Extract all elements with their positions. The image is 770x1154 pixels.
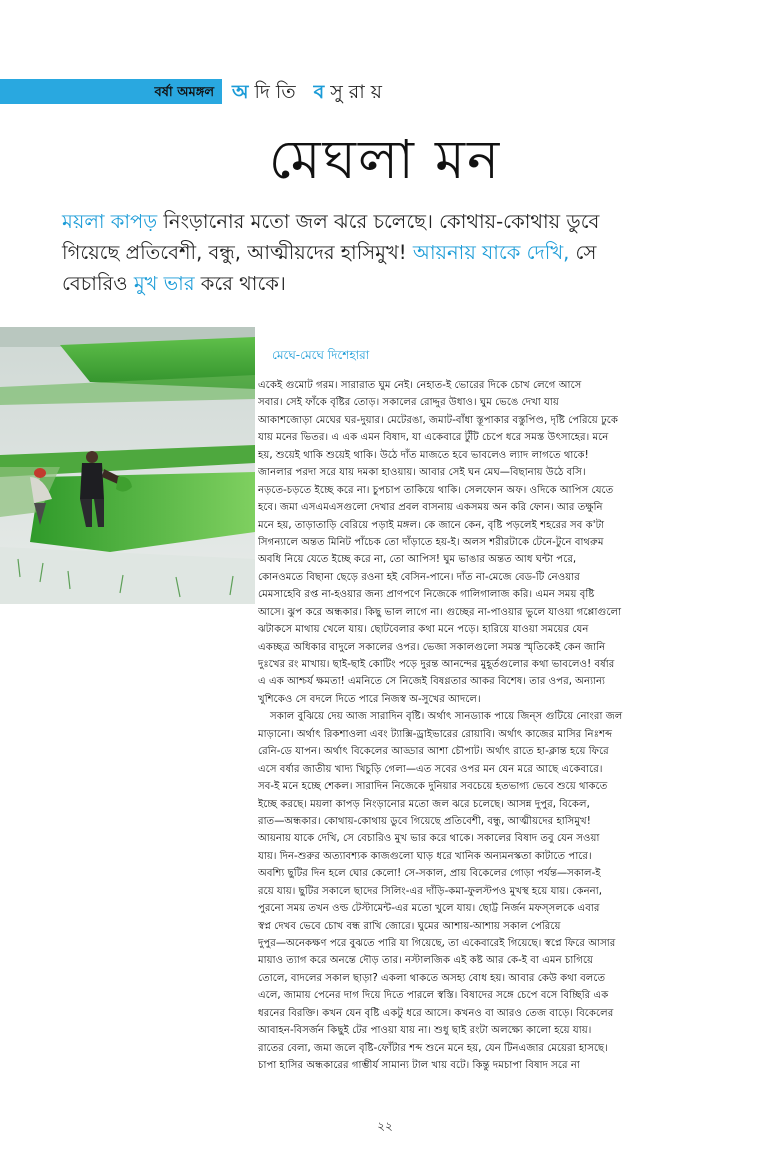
deck-highlight: আয়নায় যাকে দেখি, — [412, 241, 570, 264]
body-line: দুঃখের রং মাখায়। ছাই-ছাই কোটিং পড়ে দুরন্ত আনন্দের মুহূর্তগুলোর কথা ভাবলেও! বর্ষার — [258, 659, 615, 670]
body-line: জানলার পরদা সরে যায় দমকা হাওয়ায়। আবার সেই ঘন মেঘ—বিছানায় উঠে বসি। — [258, 467, 586, 479]
body-line: আবাহন-বিসর্জন কিছুই টের পাওয়া যায় না। শুধু ছাই রংটা অলক্ষ্যে কালো হয়ে যায়। — [258, 1025, 592, 1037]
body-line: অবধি নিয়ে যেতে ইচ্ছে করে না, তো আপিস! ঘুম ভাঙার অন্তত আধ ঘন্টা পরে, — [258, 554, 577, 566]
body-line: একেই গুমোট গরম। সারারাত ঘুম নেই। নেহাত-ই ভোরের দিকে চোখ লেগে আসে — [258, 380, 582, 391]
section-bar — [0, 79, 222, 104]
body-line: এলে, জামায় পেনের দাগ দিয়ে দিতে পারলে স্বস্তি। বিষাদের সঙ্গে চেপে বসে বিচ্ছিরি এক — [258, 990, 609, 1002]
author-byline — [232, 78, 388, 110]
body-line: ইচ্ছে করছে। ময়লা কাপড় নিংড়ানোর মতো জল ঝরে চলেছে। আসন্ন দুপুর, বিকেল, — [258, 798, 590, 810]
body-line: মেমসাহেবি রপ্ত না-হওয়ার জন্য প্রাণপণে নিজেকে গালিগালাজ করি। এমন সময় বৃষ্টি — [258, 589, 595, 601]
body-line: আসে। ঝুপ করে অন্ধকার। কিছু ভাল লাগে না। গুচ্ছের না-পাওয়ার ভুলে যাওয়া গপ্পোগুলো — [258, 606, 622, 618]
body-line: সব-ই মনে হচ্ছে শেকল। সারাদিন নিজেকে দুনিয়ার সবচেয়ে হতভাগ্য ভেবে শুয়ে থাকতে — [258, 781, 608, 793]
page-number: ২২ — [377, 1119, 393, 1133]
body-line: এ এক আশ্চর্য ক্ষমতা! এমনিতে সে নিজেই বিষণ্ণতার আকর বিশেষ। তার ওপর, অন্যান্য — [258, 676, 606, 688]
author-name-last: সুরায় — [330, 81, 388, 103]
body-line: খুশিকেও সে বদলে দিতে পারে নিজস্ব অ-সুখের আদলে। — [258, 693, 481, 705]
section-label: বর্ষা অমঙ্গল — [154, 85, 214, 100]
body-line: যায়। দিন-শুরুর অত্যাবশ্যক কাজগুলো ঘাড় ধরে খানিক অন্যমনস্কতা কাটাতে পারে। — [258, 850, 592, 862]
author-initial-first: অ — [232, 81, 255, 103]
body-line: রাতের বেলা, জমা জলে বৃষ্টি-ফোঁটার শব্দ শুনে মনে হয়, যেন টিনএজার মেয়েরা হাসছে। — [258, 1042, 608, 1054]
body-line: স্বপ্ন দেখব ভেবে চোখ বন্ধ রাখি জোরে। ঘুমের আশায়-আশায় সকাল পেরিয়ে — [258, 920, 561, 932]
deck-text: গিয়েছে প্রতিবেশী, বন্ধু, আত্মীয়দের হাসিমুখ! — [62, 241, 413, 264]
article-deck — [62, 206, 742, 299]
body-line: রেনি-ডে যাপন। অর্থাৎ বিকেলের আড্ডার আশা চৌপাট। অর্থাৎ রাতে হা-ক্লান্ত হয়ে ফিরে — [258, 746, 609, 758]
body-line: অবশ্যি ছুটির দিন হলে ঘোর কেলো! সে-সকাল, প্রায় বিকেলের গোড়া পর্যন্ত—সকাল-ই — [258, 868, 601, 880]
body-line: ঝটাকসে মাথায় খেলে যায়। ছোটবেলার কথা মনে পড়ে। হারিয়ে যাওয়া সময়ের যেন — [258, 624, 589, 636]
deck-text: সে — [569, 241, 597, 264]
body-line: পুরনো সময় তখন ওল্ড টেস্টামেন্ট-এর মতো খুলে যায়। ছোট্ট নির্জন মফস্সলকে এবার — [258, 903, 600, 915]
body-line: মনে হয়, তাড়াতাড়ি বেরিয়ে পড়াই মঙ্গল। কে জানে কেন, বৃষ্টি পড়লেই শহরের সব ক'টা — [258, 519, 605, 531]
body-line: হয়, শুয়েই থাকি শুয়েই থাকি। উঠে দাঁত মাজতে হবে ভাবলেও ল্যাদ লাগতে থাকে! — [258, 449, 589, 461]
deck-text: বেচারিও — [62, 272, 134, 295]
body-line: সবার। সেই ফাঁকে বৃষ্টির তোড়। সকালের রোদ্দুর উধাও। ঘুম ভেঙে দেখা যায় — [258, 397, 559, 409]
deck-highlight: ময়লা কাপড় — [62, 210, 158, 233]
author-initial-last: ব — [313, 81, 331, 103]
body-line: তোলে, বাদলের সকাল ছাড়া? একলা থাকতে অসহ্য বোধ হয়। আবার কেউ কথা বলতে — [258, 972, 606, 984]
deck-highlight: মুখ ভার — [133, 272, 195, 295]
body-line: একচ্ছত্র অধিকার বাদুলে সকালের ওপর। ভেজা সকালগুলো সমস্ত স্মৃতিকেই কেন জানি — [258, 641, 606, 653]
rice-field-photo — [0, 327, 255, 604]
body-line: চাপা হাসির অন্ধকারের গাম্ভীর্য সামান্য টাল খায় বটে। কিন্তু দমচাপা বিষাদ সরে না — [258, 1060, 580, 1072]
section-subhead: মেঘে-মেঘে দিশেহারা — [272, 348, 370, 362]
body-line: মায়াও ত্যাগ করে অনন্তে দৌড় তার। নস্টালজিক এই কষ্ট আর কে-ই বা এমন চাগিয়ে — [258, 955, 594, 967]
body-line: রাত—অন্ধকার। কোথায়-কোথায় ডুবে গিয়েছে প্রতিবেশী, বন্ধু, আত্মীয়দের হাসিমুখ! — [258, 815, 591, 827]
body-line: হবে। জমা এসএমএসগুলো দেখার প্রবল বাসনায় একসময় অন করি ফোন। আর তক্ষুনি — [258, 502, 603, 514]
body-line: এসে বর্ষার জাতীয় খাদ্য খিচুড়ি গেলা—এত সবের ওপর মন যেন মরে আছে একেবারে। — [258, 763, 603, 775]
article-body — [258, 377, 756, 1075]
body-line: যায় মনের ভিতর। এ এক এমন বিষাদ, যা একেবারে টুঁটি চেপে ধরে সমস্ত উৎসাহের। মনে — [258, 432, 609, 444]
body-line: নড়তে-চড়তে ইচ্ছে করে না। চুপচাপ তাকিয়ে থাকি। সেলফোন অফ। ওদিকে আপিস যেতে — [258, 484, 614, 496]
body-line: সকাল বুঝিয়ে দেয় আজ সারাদিন বৃষ্টি। অর্থাৎ সানড্যাক পায়ে জিন্‌স গুটিয়ে নোংরা জল — [270, 711, 623, 723]
author-name-first: দিতি — [254, 81, 314, 103]
body-line: আয়নায় যাকে দেখি, সে বেচারিও মুখ ভার করে থাকে। সকালের বিষাদ তবু যেন সওয়া — [258, 833, 600, 845]
deck-line — [62, 268, 742, 299]
body-line: ধরনের বিরক্তি। কখন যেন বৃষ্টি একটু ধরে আসে। কখনও বা আরও তেজ বাড়ে। বিকেলের — [258, 1007, 614, 1019]
body-line: মাড়ানো। অর্থাৎ রিকশাওলা এবং ট্যাক্সি-ড্রাইভারের রোয়াবি। অর্থাৎ কাজের মাসির নিঃশব্দ — [258, 728, 613, 740]
deck-line — [62, 237, 742, 268]
body-line: দুপুর—অনেকক্ষণ পরে বুঝতে পারি যা গিয়েছে, তা একেবারেই গিয়েছে। স্বপ্নে ফিরে আসার — [258, 938, 616, 949]
article-title: মেঘলা মন — [268, 128, 502, 191]
deck-line — [62, 206, 742, 237]
body-line: কোনওমতে বিছানা ছেড়ে রওনা হই বেসিন-পানে। দাঁত না-মেজে বেড-টি নেওয়ার — [258, 571, 580, 583]
body-line: সিগন্যালে অন্তত মিনিট পাঁচেক তো দাঁড়াতে হয়-ই। অলস শরীরটাকে টেনে-টুনে বাথরুম — [258, 536, 604, 548]
deck-text: নিংড়ানোর মতো জল ঝরে চলেছে। কোথায়-কোথায় ডুবে — [157, 210, 600, 233]
deck-text: করে থাকে। — [194, 272, 286, 295]
body-line: আকাশজোড়া মেঘের ঘর-দুয়ার। মেটেরঙা, জমাট-বাঁধা স্তূপাকার বস্তুপিণ্ড, দৃষ্টি পেরিয়ে ঢুকে — [258, 414, 618, 426]
body-line: রয়ে যায়। ছুটির সকালে ছাদের সিলিং-এর দাঁড়ি-কমা-ফুলস্টপও মুখস্থ হয়ে যায়। কেননা, — [258, 885, 602, 897]
